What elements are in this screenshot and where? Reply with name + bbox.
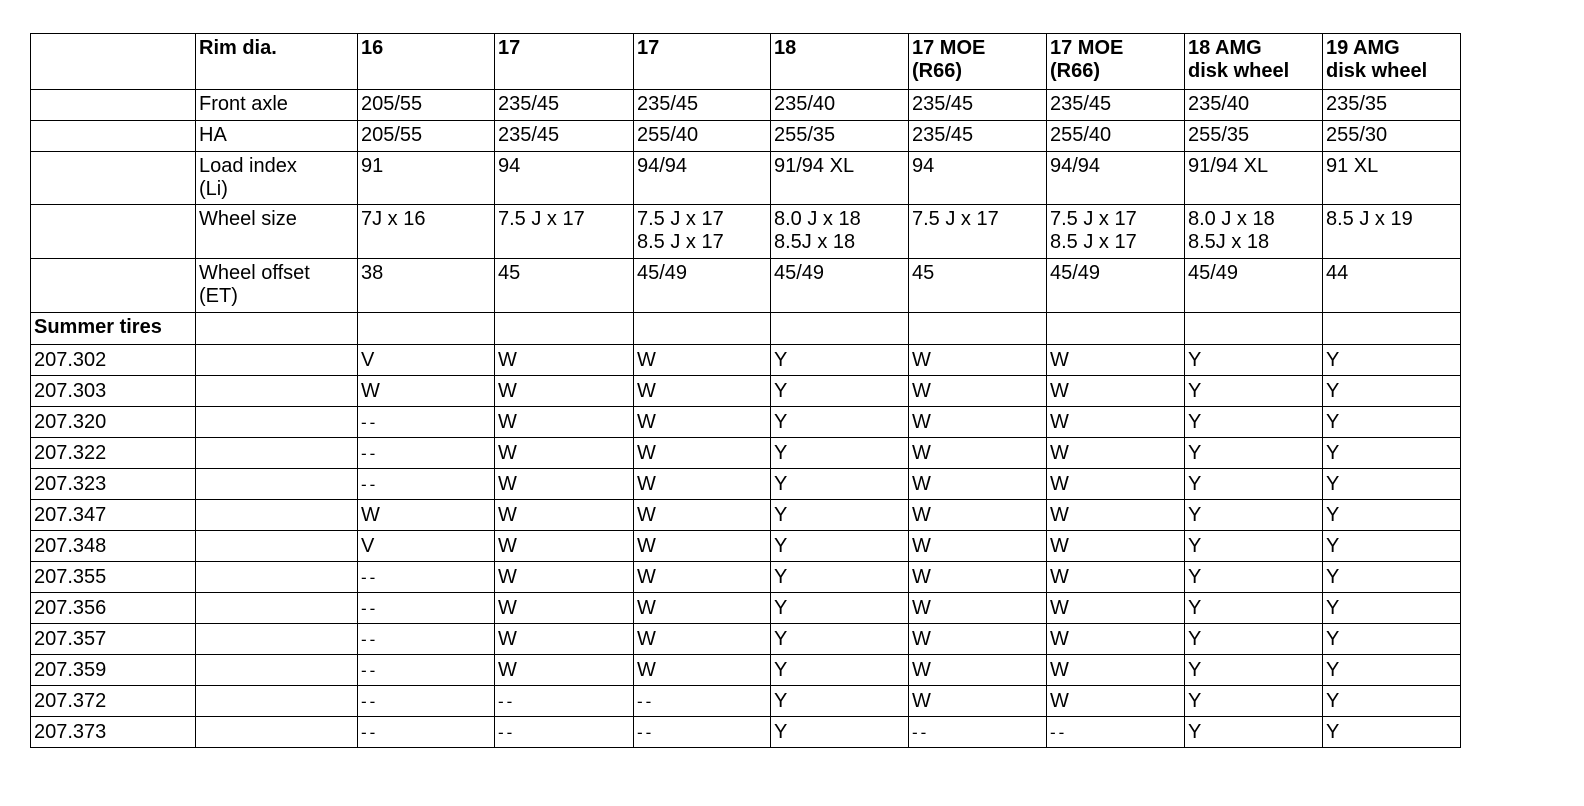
model-empty-cell (196, 407, 358, 438)
column-header: 18 AMG disk wheel (1185, 34, 1323, 90)
spec-value: 7.5 J x 17 (909, 205, 1047, 259)
speed-rating: -- (495, 686, 634, 717)
speed-rating: W (909, 438, 1047, 469)
speed-rating: W (1047, 438, 1185, 469)
spec-label: Load index (Li) (196, 152, 358, 205)
speed-rating: -- (358, 438, 495, 469)
spec-value: 7.5 J x 17 (495, 205, 634, 259)
model-number: 207.322 (31, 438, 196, 469)
speed-rating: W (909, 376, 1047, 407)
spec-value: 205/55 (358, 121, 495, 152)
speed-rating: -- (358, 562, 495, 593)
spec-value: 235/45 (909, 90, 1047, 121)
speed-rating: -- (1047, 717, 1185, 748)
spec-value: 94/94 (634, 152, 771, 205)
spec-empty-cell (31, 90, 196, 121)
speed-rating: -- (358, 686, 495, 717)
speed-rating: Y (771, 593, 909, 624)
section-empty-cell (495, 313, 634, 345)
model-number: 207.302 (31, 345, 196, 376)
column-header: 17 MOE (R66) (909, 34, 1047, 90)
speed-rating: Y (771, 407, 909, 438)
speed-rating: W (1047, 655, 1185, 686)
speed-rating: W (1047, 500, 1185, 531)
speed-rating: W (634, 562, 771, 593)
section-empty-cell (1323, 313, 1461, 345)
model-number: 207.320 (31, 407, 196, 438)
speed-rating: Y (1323, 469, 1461, 500)
speed-rating: -- (358, 624, 495, 655)
model-number: 207.356 (31, 593, 196, 624)
speed-rating: W (1047, 407, 1185, 438)
speed-rating: Y (1323, 717, 1461, 748)
speed-rating: Y (771, 376, 909, 407)
spec-value: 235/40 (771, 90, 909, 121)
speed-rating: W (495, 531, 634, 562)
speed-rating: -- (909, 717, 1047, 748)
model-number: 207.373 (31, 717, 196, 748)
spec-value: 255/35 (1185, 121, 1323, 152)
header-row (31, 34, 1461, 90)
spec-value: 255/40 (634, 121, 771, 152)
speed-rating: W (495, 345, 634, 376)
model-empty-cell (196, 376, 358, 407)
spec-value: 7.5 J x 17 8.5 J x 17 (634, 205, 771, 259)
spec-label: HA (196, 121, 358, 152)
model-empty-cell (196, 624, 358, 655)
model-number: 207.323 (31, 469, 196, 500)
speed-rating: Y (771, 438, 909, 469)
speed-rating: W (909, 624, 1047, 655)
spec-label: Front axle (196, 90, 358, 121)
spec-value: 205/55 (358, 90, 495, 121)
speed-rating: W (358, 376, 495, 407)
table-row (31, 593, 1461, 624)
speed-rating: W (909, 655, 1047, 686)
model-empty-cell (196, 562, 358, 593)
spec-row (31, 259, 1461, 313)
section-row (31, 313, 1461, 345)
speed-rating: Y (771, 686, 909, 717)
speed-rating: Y (771, 500, 909, 531)
corner-cell (31, 34, 196, 90)
spec-value: 235/45 (634, 90, 771, 121)
speed-rating: W (634, 531, 771, 562)
model-number: 207.303 (31, 376, 196, 407)
spec-value: 7J x 16 (358, 205, 495, 259)
speed-rating: W (1047, 562, 1185, 593)
speed-rating: W (1047, 531, 1185, 562)
column-header: 16 (358, 34, 495, 90)
speed-rating: W (909, 531, 1047, 562)
speed-rating: W (634, 376, 771, 407)
column-header: 17 MOE (R66) (1047, 34, 1185, 90)
speed-rating: W (495, 624, 634, 655)
table-row (31, 407, 1461, 438)
spec-row (31, 90, 1461, 121)
speed-rating: Y (1185, 500, 1323, 531)
speed-rating: -- (358, 469, 495, 500)
speed-rating: Y (1185, 593, 1323, 624)
spec-value: 8.0 J x 18 8.5J x 18 (1185, 205, 1323, 259)
spec-value: 45/49 (1047, 259, 1185, 313)
spec-empty-cell (31, 121, 196, 152)
spec-row (31, 121, 1461, 152)
spec-value: 38 (358, 259, 495, 313)
speed-rating: V (358, 531, 495, 562)
speed-rating: W (1047, 345, 1185, 376)
model-number: 207.355 (31, 562, 196, 593)
section-empty-cell (196, 313, 358, 345)
table-row (31, 469, 1461, 500)
speed-rating: Y (1185, 345, 1323, 376)
speed-rating: Y (1185, 562, 1323, 593)
model-empty-cell (196, 686, 358, 717)
speed-rating: Y (1323, 438, 1461, 469)
speed-rating: W (634, 655, 771, 686)
speed-rating: W (634, 345, 771, 376)
spec-empty-cell (31, 259, 196, 313)
speed-rating: -- (358, 407, 495, 438)
rim-dia-label: Rim dia. (196, 34, 358, 90)
speed-rating: Y (771, 469, 909, 500)
table-row (31, 562, 1461, 593)
section-empty-cell (634, 313, 771, 345)
section-empty-cell (1047, 313, 1185, 345)
spec-value: 235/35 (1323, 90, 1461, 121)
table-row (31, 531, 1461, 562)
speed-rating: -- (358, 717, 495, 748)
speed-rating: W (1047, 593, 1185, 624)
spec-value: 235/45 (495, 121, 634, 152)
speed-rating: -- (358, 593, 495, 624)
spec-row (31, 152, 1461, 205)
model-number: 207.348 (31, 531, 196, 562)
speed-rating: W (495, 438, 634, 469)
spec-value: 94 (495, 152, 634, 205)
section-empty-cell (1185, 313, 1323, 345)
spec-empty-cell (31, 205, 196, 259)
spec-label: Wheel size (196, 205, 358, 259)
speed-rating: Y (771, 624, 909, 655)
speed-rating: Y (771, 655, 909, 686)
speed-rating: W (358, 500, 495, 531)
speed-rating: Y (771, 531, 909, 562)
section-empty-cell (909, 313, 1047, 345)
section-empty-cell (358, 313, 495, 345)
model-empty-cell (196, 531, 358, 562)
table-row (31, 438, 1461, 469)
spec-value: 45 (909, 259, 1047, 313)
speed-rating: W (495, 593, 634, 624)
table-row (31, 624, 1461, 655)
table-body (31, 34, 1461, 748)
column-header: 18 (771, 34, 909, 90)
section-empty-cell (771, 313, 909, 345)
speed-rating: W (495, 562, 634, 593)
model-number: 207.347 (31, 500, 196, 531)
speed-rating: W (909, 345, 1047, 376)
spec-label: Wheel offset (ET) (196, 259, 358, 313)
speed-rating: Y (1185, 531, 1323, 562)
speed-rating: Y (1323, 531, 1461, 562)
column-header: 19 AMG disk wheel (1323, 34, 1461, 90)
model-empty-cell (196, 469, 358, 500)
speed-rating: W (909, 593, 1047, 624)
spec-value: 235/45 (495, 90, 634, 121)
model-empty-cell (196, 655, 358, 686)
table-row (31, 500, 1461, 531)
spec-value: 235/45 (1047, 90, 1185, 121)
spec-value: 235/40 (1185, 90, 1323, 121)
speed-rating: Y (1185, 407, 1323, 438)
model-number: 207.372 (31, 686, 196, 717)
table-row (31, 345, 1461, 376)
spec-value: 91 XL (1323, 152, 1461, 205)
speed-rating: -- (634, 717, 771, 748)
speed-rating: W (909, 500, 1047, 531)
model-empty-cell (196, 345, 358, 376)
speed-rating: W (634, 593, 771, 624)
speed-rating: Y (1323, 345, 1461, 376)
speed-rating: V (358, 345, 495, 376)
speed-rating: W (1047, 469, 1185, 500)
speed-rating: W (634, 500, 771, 531)
speed-rating: W (909, 407, 1047, 438)
speed-rating: Y (1185, 686, 1323, 717)
speed-rating: Y (1185, 438, 1323, 469)
speed-rating: Y (1323, 624, 1461, 655)
spec-row (31, 205, 1461, 259)
speed-rating: W (1047, 376, 1185, 407)
speed-rating: W (495, 500, 634, 531)
spec-value: 45/49 (634, 259, 771, 313)
table-row (31, 655, 1461, 686)
spec-value: 91/94 XL (1185, 152, 1323, 205)
spec-value: 235/45 (909, 121, 1047, 152)
speed-rating: W (495, 469, 634, 500)
speed-rating: Y (1185, 655, 1323, 686)
column-header: 17 (634, 34, 771, 90)
column-header: 17 (495, 34, 634, 90)
speed-rating: Y (1185, 624, 1323, 655)
speed-rating: W (909, 562, 1047, 593)
spec-value: 45/49 (771, 259, 909, 313)
table-row (31, 686, 1461, 717)
speed-rating: -- (634, 686, 771, 717)
speed-rating: Y (1185, 376, 1323, 407)
speed-rating: W (495, 376, 634, 407)
speed-rating: Y (1185, 469, 1323, 500)
speed-rating: W (1047, 686, 1185, 717)
speed-rating: -- (495, 717, 634, 748)
speed-rating: W (634, 469, 771, 500)
speed-rating: Y (1323, 376, 1461, 407)
tire-table (30, 33, 1461, 748)
table-row (31, 717, 1461, 748)
spec-value: 91 (358, 152, 495, 205)
spec-value: 255/40 (1047, 121, 1185, 152)
spec-value: 44 (1323, 259, 1461, 313)
model-empty-cell (196, 717, 358, 748)
speed-rating: W (495, 407, 634, 438)
speed-rating: -- (358, 655, 495, 686)
model-number: 207.359 (31, 655, 196, 686)
table-row (31, 376, 1461, 407)
speed-rating: Y (771, 562, 909, 593)
spec-value: 8.5 J x 19 (1323, 205, 1461, 259)
speed-rating: Y (1323, 562, 1461, 593)
spec-value: 8.0 J x 18 8.5J x 18 (771, 205, 909, 259)
model-empty-cell (196, 438, 358, 469)
model-empty-cell (196, 500, 358, 531)
speed-rating: Y (771, 717, 909, 748)
model-empty-cell (196, 593, 358, 624)
speed-rating: Y (771, 345, 909, 376)
spec-value: 255/30 (1323, 121, 1461, 152)
spec-value: 45 (495, 259, 634, 313)
spec-value: 94 (909, 152, 1047, 205)
speed-rating: Y (1323, 500, 1461, 531)
section-title: Summer tires (31, 313, 196, 345)
speed-rating: W (634, 407, 771, 438)
speed-rating: W (909, 686, 1047, 717)
spec-value: 94/94 (1047, 152, 1185, 205)
spec-value: 45/49 (1185, 259, 1323, 313)
model-number: 207.357 (31, 624, 196, 655)
speed-rating: W (634, 624, 771, 655)
spec-value: 91/94 XL (771, 152, 909, 205)
speed-rating: Y (1323, 655, 1461, 686)
speed-rating: W (909, 469, 1047, 500)
spec-value: 255/35 (771, 121, 909, 152)
speed-rating: Y (1185, 717, 1323, 748)
spec-empty-cell (31, 152, 196, 205)
speed-rating: Y (1323, 407, 1461, 438)
speed-rating: W (634, 438, 771, 469)
speed-rating: Y (1323, 686, 1461, 717)
speed-rating: Y (1323, 593, 1461, 624)
speed-rating: W (495, 655, 634, 686)
speed-rating: W (1047, 624, 1185, 655)
spec-value: 7.5 J x 17 8.5 J x 17 (1047, 205, 1185, 259)
